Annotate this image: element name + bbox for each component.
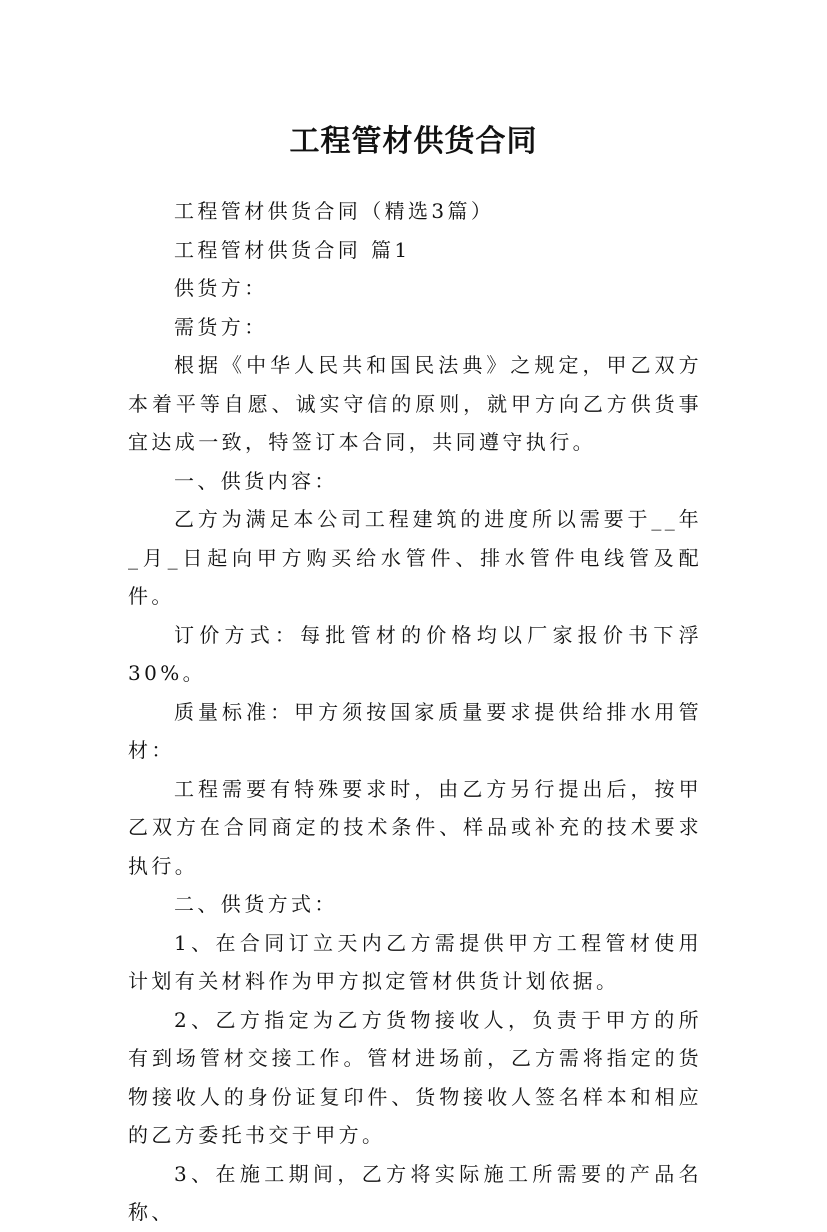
- paragraph-clause-2: 2、乙方指定为乙方货物接收人，负责于甲方的所有到场管材交接工作。管材进场前，乙方需将指定的货物接收人的身份证复印件、货物接收人签名样本和相应的乙方委托书交于甲方。: [128, 1007, 702, 1147]
- paragraph-subtitle: 工程管材供货合同（精选3篇）: [174, 199, 495, 223]
- document-title: 工程管材供货合同: [289, 124, 538, 160]
- paragraph-clause-1: 1、在合同订立天内乙方需提供甲方工程管材使用计划有关材料作为甲方拟定管材供货计划依据。: [128, 930, 702, 993]
- paragraph-preamble: 根据《中华人民共和国民法典》之规定，甲乙双方本着平等自愿、诚实守信的原则，就甲方向乙方供货事宜达成一致，特签订本合同，共同遵守执行。: [128, 353, 702, 454]
- document-body: [128, 192, 702, 1232]
- paragraph-supplier: 供货方：: [174, 276, 268, 300]
- paragraph-section-heading: 工程管材供货合同 篇1: [174, 237, 411, 262]
- paragraph-quality: 质量标准：甲方须按国家质量要求提供给排水用管材：: [128, 699, 702, 762]
- paragraph-heading-2: 二、供货方式：: [174, 892, 338, 916]
- paragraph-pricing: 订价方式：每批管材的价格均以厂家报价书下浮30%。: [128, 622, 702, 685]
- paragraph-buyer: 需货方：: [174, 314, 268, 339]
- paragraph-heading-1: 一、供货内容：: [174, 468, 338, 493]
- paragraph-clause-3: 3、在施工期间，乙方将实际施工所需要的产品名称、: [128, 1161, 702, 1224]
- paragraph-special-requirements: 工程需要有特殊要求时，由乙方另行提出后，按甲乙双方在合同商定的技术条件、样品或补充的技术要求执行。: [128, 776, 702, 878]
- paragraph-content: 乙方为满足本公司工程建筑的进度所以需要于__年_月_日起向甲方购买给水管件、排水管件电线管及配件。: [128, 507, 702, 608]
